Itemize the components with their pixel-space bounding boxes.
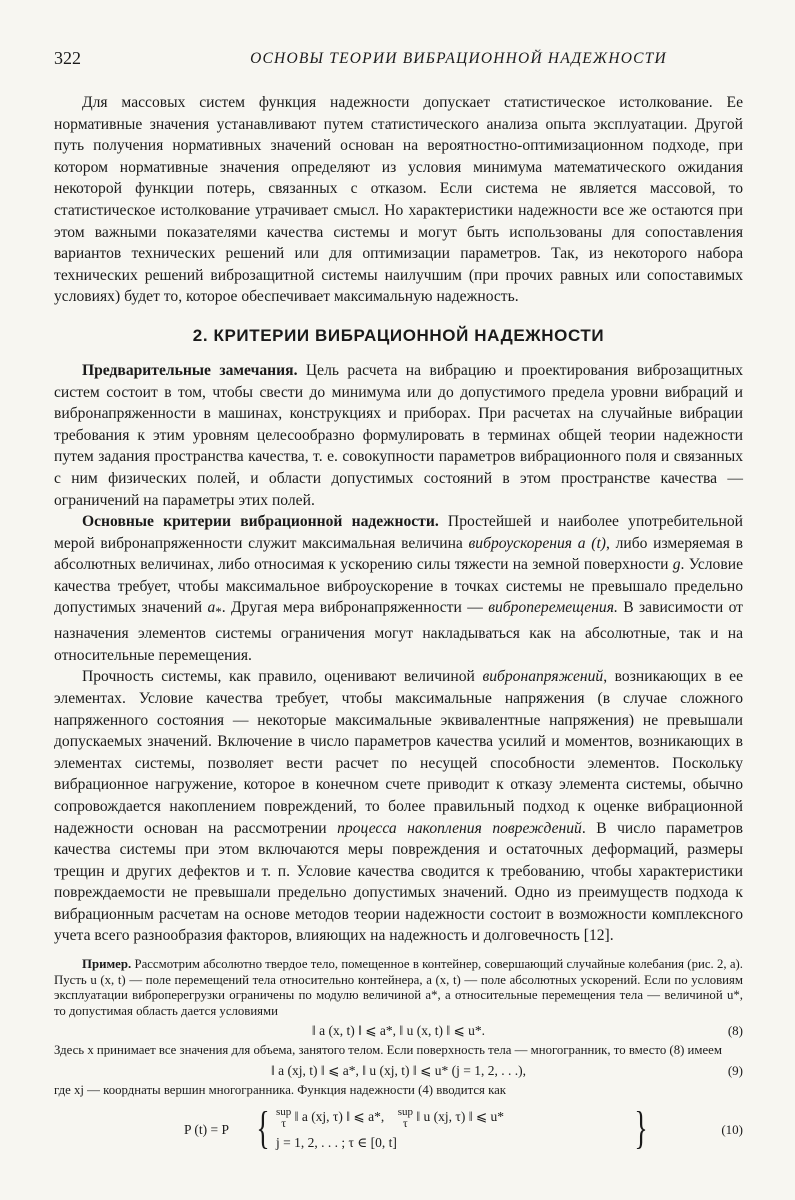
right-brace-glyph: } <box>634 1101 648 1153</box>
formula-9 <box>54 1062 743 1080</box>
page-number: 322 <box>54 48 81 68</box>
criteria-text-5: . Другая мера вибронапряженности — <box>221 599 489 617</box>
intro-paragraph: Для массовых систем функция надежности допускает статистическое истолкование. Ее нормативные значения устанавливают путем статистического анализа опыта эксплуатации. Другой путь получения нормативных значений основан на вероятностно-оптимизационном подходе, при котором нормативные значения определяют из условия минимума математического ожидания некоторой функции потерь, связанных с отказом. Если система не является массовой, то статистическое истолкование утрачивает смысл. Но характеристики надежности все же остаются при этом важными показателями качества системы и могут быть использованы для сопоставления вариантов технических решений или для оптимизации параметров. Так, из некоторого набора технических решений виброзащитной системы наилучшим (при прочих равных или сопоставимых условиях) будет то, которое обеспечивает максимальную надежность. <box>54 94 743 306</box>
sup-label-1: sup <box>276 1105 292 1118</box>
criteria-text-6: В зависимости от назначения элементов системы ограничения могут накладываться как на абсолютные, так и на относительные перемещения. <box>54 599 743 664</box>
section-title: 2. КРИТЕРИИ ВИБРАЦИОННОЙ НАДЕЖНОСТИ <box>192 325 605 345</box>
remarks-paragraph <box>54 360 743 511</box>
criteria-text-3: , либо измеряемая в абсолютных величинах, либо относимая к ускорению силы тяжести на земной поверхности <box>54 534 743 574</box>
symbol-a-t: a (t) <box>577 534 606 552</box>
formula-10-row-1 <box>276 1107 504 1129</box>
strength-text-2: , возникающих в ее элементах. Условие качества требует, чтобы максимальные напряжения (в случае сложного напряженного состояния — некоторые максимальные эквивалентные напряжения) не превышали допускаемых значений. Включение в число параметров качества усилий и моментов, возникающих в элементах системы, позволяет вести расчет по несущей способности элементов. Поскольку вибрационное нагружение, которое в конечном счете приводит к отказу элемента системы, обычно сопровождается накоплением повреждений, то более правильный подход к оценке вибрационной надежности основан на рассмотрении <box>54 668 743 837</box>
criteria-paragraph <box>54 511 743 666</box>
text-after-formula-9: где xj — коорднаты вершин многогранника. Функция надежности (4) вводится как <box>54 1083 507 1098</box>
criteria-text-4: . Условие качества требует, чтобы максимальное виброускорение в точках системы не превышало предельно допустимых значений <box>54 556 743 617</box>
formula-10-row-1a: ‖ a (xj, τ) ‖ ⩽ a*, <box>294 1108 385 1124</box>
term-vibro-stress: вибронапряжений <box>482 668 604 686</box>
strength-text-3: . В число параметров качества системы при этом включаются меры повреждения и остаточных деформаций, размеры трещин и других дефектов и т. п. Условие качества сводится к требованию, чтобы характеристики повреждаемости не превышали предельно допустимых значений. Одно из преимуществ подхода к вибрационным расчетам на основе методов теории надежности состоит в возможности комплексного учета всего разнообразия факторов, влияющих на надежность и долговечность [12]. <box>54 819 743 945</box>
remarks-text: Цель расчета на вибрацию и проектирования виброзащитных систем состоит в том, чтобы свести до минимума или до допустимого предела уровни вибраций и вибронапряженности в машинах, конструкциях и приборах. При расчетах на случайные вибрации требования к этим уровням целесообразно формулировать в терминах общей теории надежности путем задания пространства качества, т. е. совокупности параметров вибрационного поля и связанных с ним физических полей, и области допустимых состояний в этом пространстве качества — ограничений на параметры этих полей. <box>54 361 743 509</box>
symbol-g: g <box>672 556 681 574</box>
formula-10-number: (10) <box>721 1121 743 1137</box>
formula-9-number: (9) <box>727 1063 743 1079</box>
formula-10 <box>54 1101 743 1159</box>
left-brace-glyph: { <box>256 1101 270 1153</box>
symbol-a-star: a <box>207 599 216 617</box>
sup-label-2: sup <box>397 1105 413 1118</box>
term-damage-accumulation: процесса накопления повреждений <box>337 819 582 837</box>
tau-label-1: τ <box>281 1115 287 1130</box>
term-vibro-displacement: виброперемещения. <box>488 599 618 617</box>
sup-operator-1 <box>276 1107 291 1129</box>
remarks-lead: Предварительные замечания. <box>82 361 298 379</box>
example-paragraph <box>54 957 743 1019</box>
spacer <box>54 947 743 957</box>
formula-8-number: (8) <box>727 1023 743 1039</box>
example-text: Рассмотрим абсолютно твердое тело, помещенное в контейнер, совершающий случайные колебания (рис. 2, а). Пусть u (x, t) — поле перемещений тела относительно контейнера, a (x, t) — поле абсолютных ускорений. Если по условиям эксплуатации виброперегрузки ограничены по модулю величиной a*, а относительные перемещения тела — величиной u*, то допустимая область дается условиями <box>54 957 743 1018</box>
strength-text-1: Прочность системы, как правило, оценивают величиной <box>82 668 483 686</box>
criteria-lead: Основные критерии вибрационной надежности. <box>82 513 439 531</box>
formula-10-lhs: P (t) = P <box>184 1121 229 1137</box>
strength-paragraph <box>54 666 743 947</box>
example-lead: Пример. <box>82 957 132 972</box>
text-after-formula-8: Здесь x принимает все значения для объема, занятого телом. Если поверхность тела — многогранник, то вместо (8) имеем <box>54 1043 722 1058</box>
formula-8-expression: ‖ a (x, t) ‖ ⩽ a*, ‖ u (x, t) ‖ ⩽ u*. <box>311 1023 486 1039</box>
formula-10-row-1b: ‖ u (xj, τ) ‖ ⩽ u* <box>416 1108 505 1124</box>
page-header <box>54 44 743 72</box>
formula-9-expression: ‖ a (xj, t) ‖ ⩽ a*, ‖ u (xj, t) ‖ ⩽ u* (j = 1, 2, . . .), <box>271 1063 526 1079</box>
sup-operator-2 <box>398 1107 413 1129</box>
tau-label-2: τ <box>402 1115 408 1130</box>
page-body <box>54 92 743 1159</box>
criteria-text-1: Простейшей и наиболее употребительной мерой вибронапряженности служит максимальная величина <box>54 513 743 552</box>
symbol-a-star-sub: * <box>215 604 222 620</box>
formula-10-row-2: j = 1, 2, . . . ; τ ∈ [0, t] <box>276 1134 397 1150</box>
term-vibro-acceleration: виброускорения <box>468 534 573 552</box>
formula-8 <box>54 1022 743 1040</box>
running-title: ОСНОВЫ ТЕОРИИ ВИБРАЦИОННОЙ НАДЕЖНОСТИ <box>250 50 667 67</box>
